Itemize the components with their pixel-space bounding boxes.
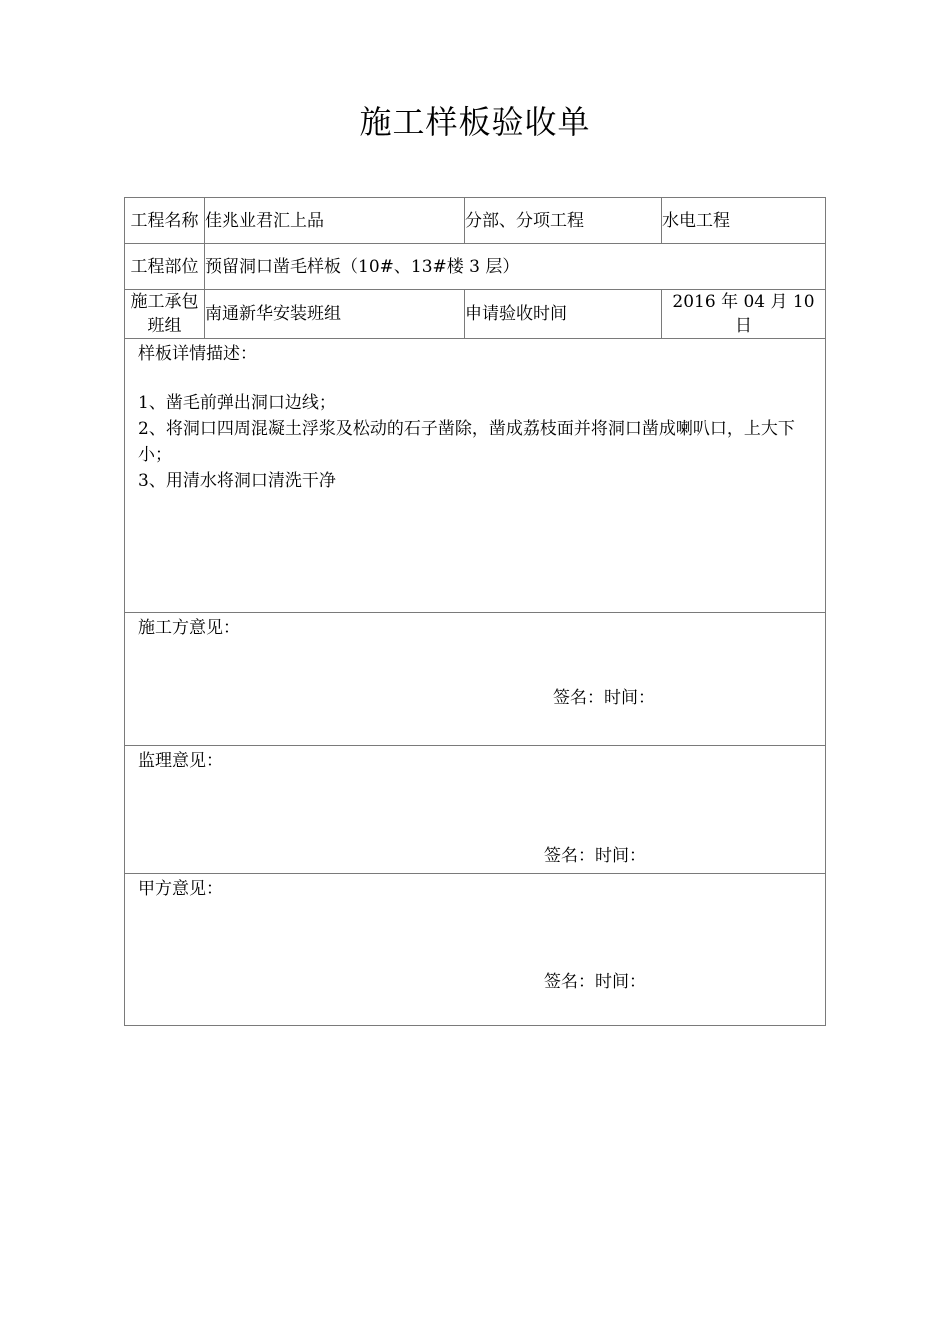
description-block [125,339,826,613]
location-label: 工程部位 [125,244,205,290]
row-supervision-opinion [125,746,826,874]
owner-opinion-block [125,874,826,1026]
supervision-opinion-block [125,746,826,874]
division-value: 水电工程 [662,198,826,244]
supervision-signature: 签名：时间： [544,846,646,866]
owner-signature: 签名：时间： [544,972,646,992]
row-project-location [125,244,826,290]
description-lines [138,390,811,494]
row-owner-opinion [125,874,826,1026]
project-name-value: 佳兆业君汇上品 [205,198,465,244]
construction-opinion-block [125,613,826,746]
description-line-1: 1、凿毛前弹出洞口边线； [138,393,336,413]
apply-date-value: 2016 年 04 月 10 日 [662,290,826,339]
inspection-form [124,197,826,1026]
division-label: 分部、分项工程 [465,198,662,244]
location-value: 预留洞口凿毛样板（10#、13#楼 3 层） [205,244,826,290]
page-title: 施工样板验收单 [359,103,591,141]
row-description [125,339,826,613]
description-label: 样板详情描述： [138,344,257,364]
description-line-3: 3、用清水将洞口清洗干净 [138,471,336,491]
owner-opinion-label: 甲方意见： [138,879,223,899]
description-line-2: 2、将洞口四周混凝土浮浆及松动的石子凿除，凿成荔枝面并将洞口凿成喇叭口，上大下小； [138,419,795,465]
construction-signature: 签名：时间： [553,688,655,708]
construction-opinion-label: 施工方意见： [138,618,240,638]
row-contractor [125,290,826,339]
supervision-opinion-label: 监理意见： [138,751,223,771]
contractor-value: 南通新华安装班组 [205,290,465,339]
contractor-label: 施工承包班组 [125,290,205,339]
row-construction-opinion [125,613,826,746]
project-name-label: 工程名称 [125,198,205,244]
apply-time-label: 申请验收时间 [465,290,662,339]
row-project-name [125,198,826,244]
